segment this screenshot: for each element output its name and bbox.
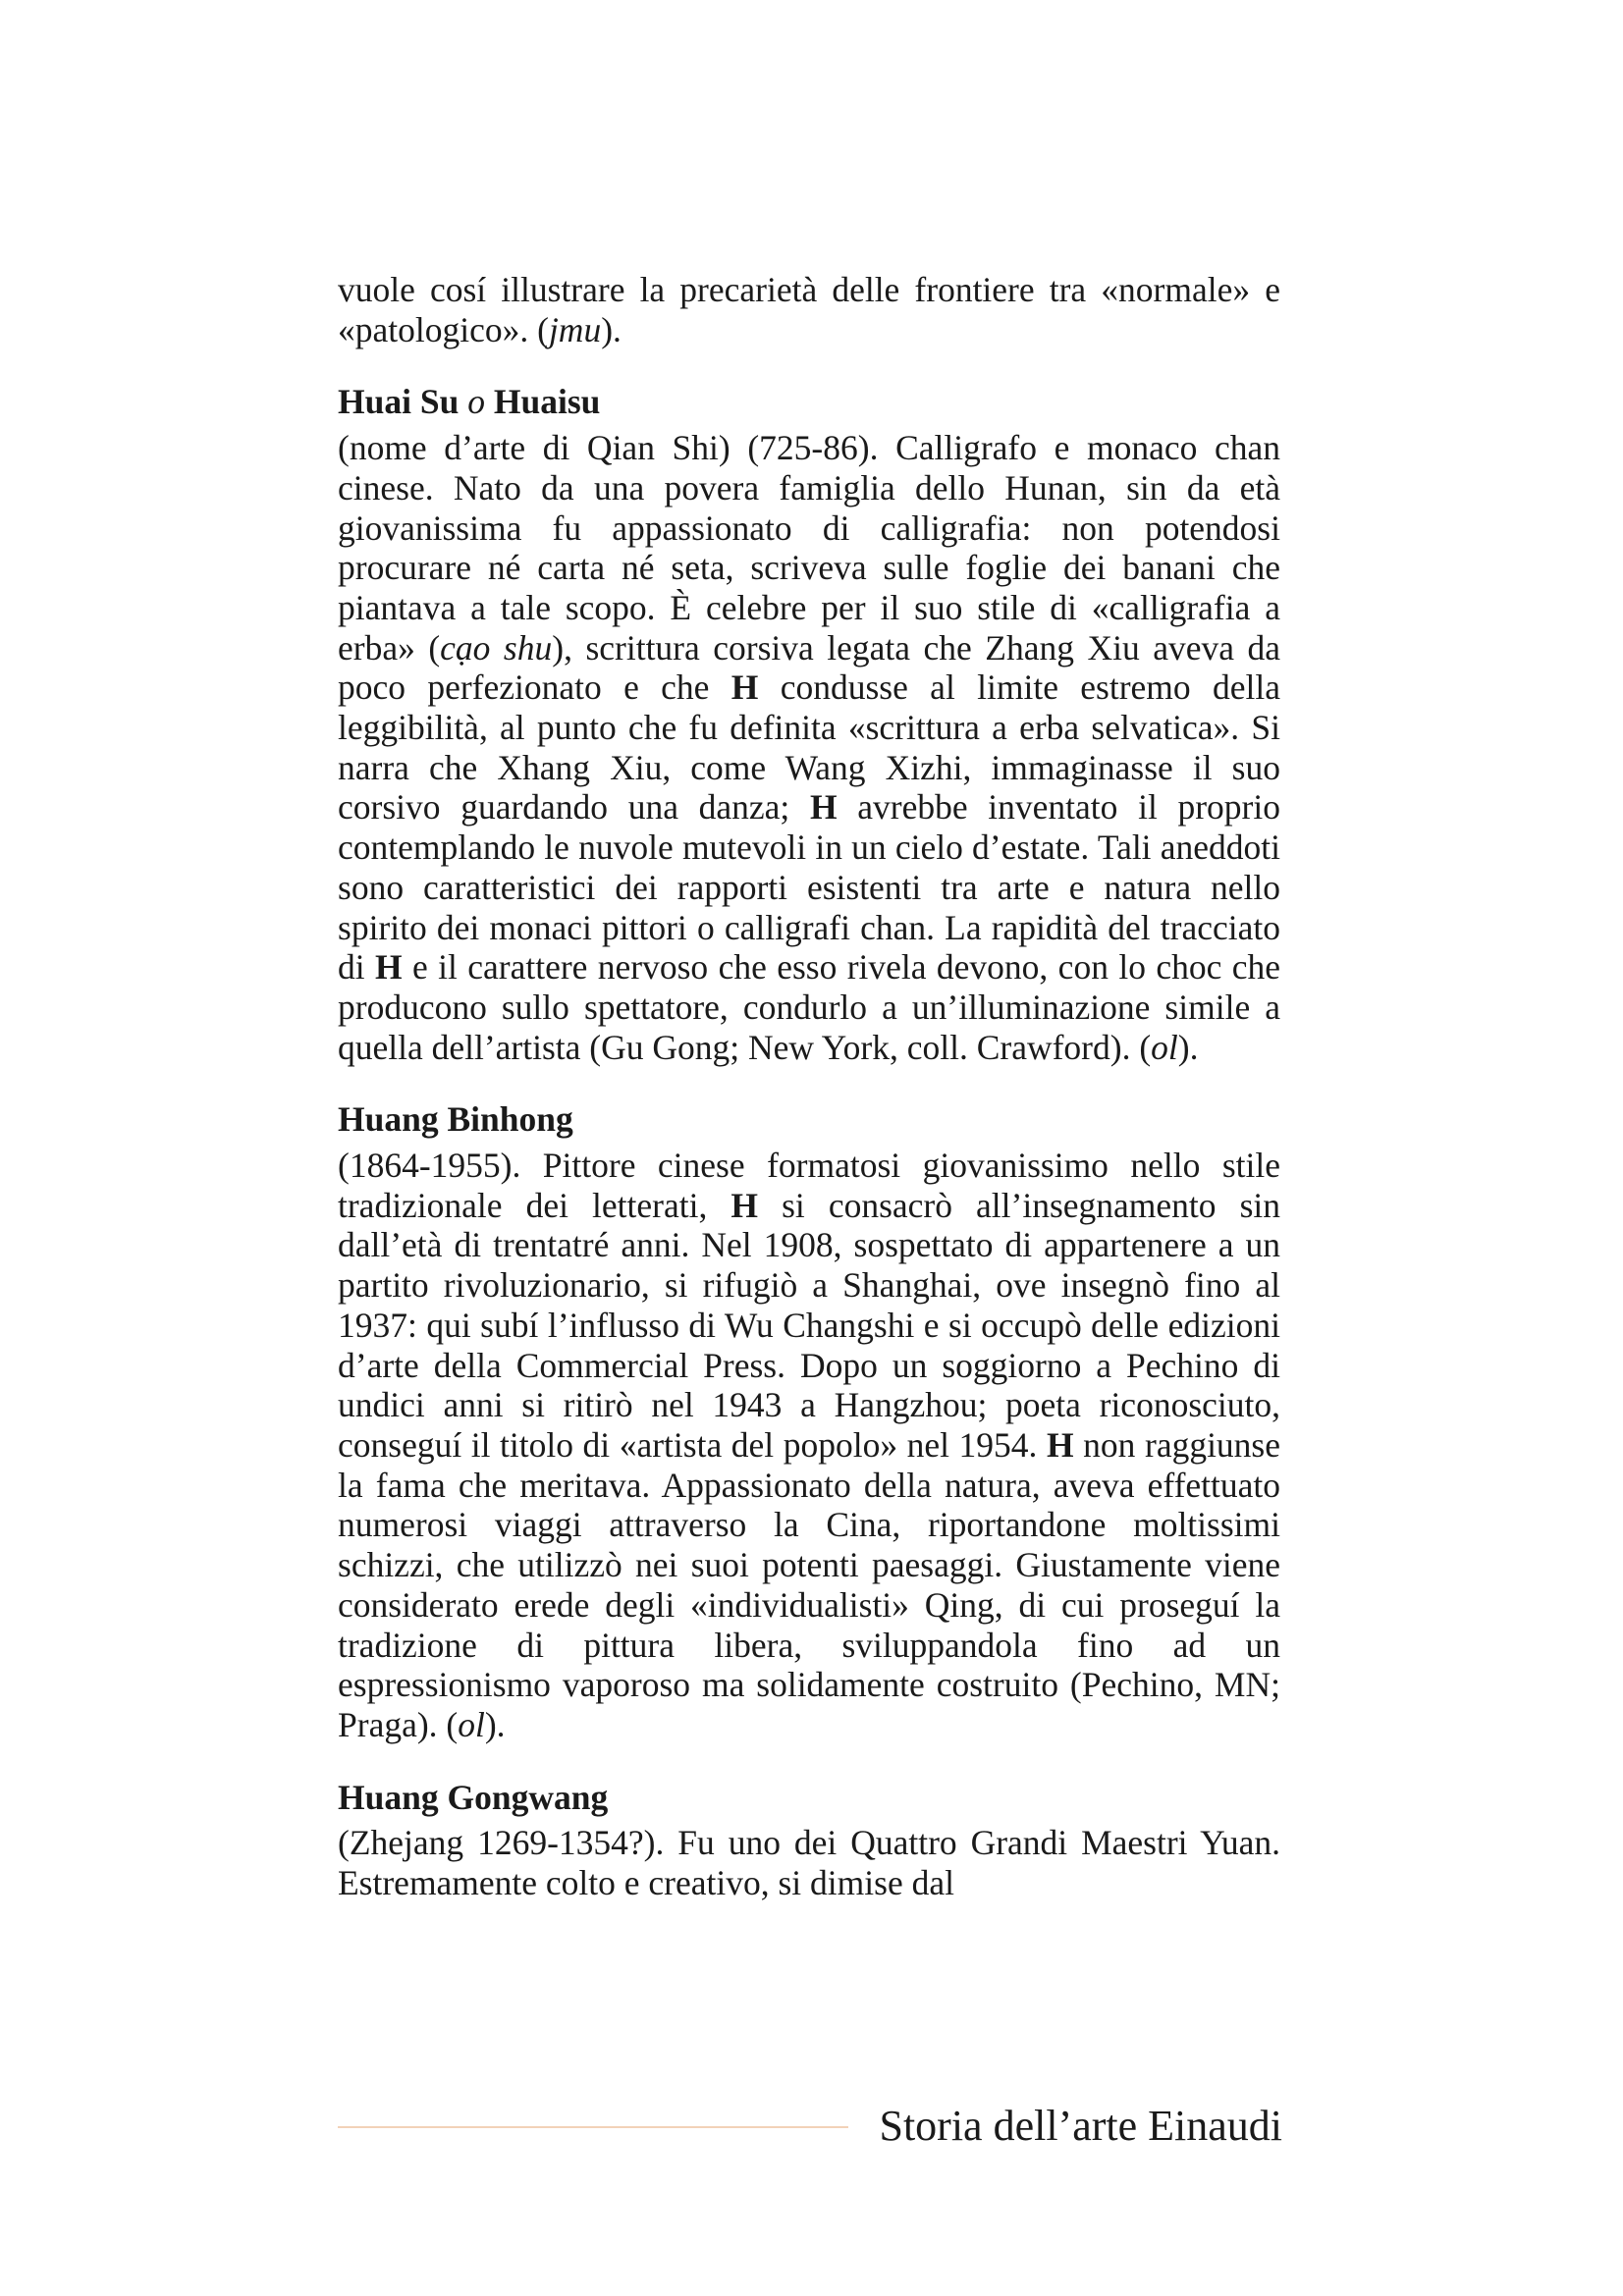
author-initials: ol bbox=[1151, 1027, 1178, 1067]
entry-title-huang-binhong: Huang Binhong bbox=[338, 1099, 573, 1140]
continuation-paragraph: vuole cosí illustrare la precarietà delle frontiere tra «normale» e «patologico». (jmu). bbox=[338, 270, 1280, 349]
author-initials: jmu bbox=[548, 309, 602, 349]
headword-abbrev: H bbox=[1047, 1424, 1074, 1465]
headword-abbrev: H bbox=[730, 1185, 759, 1225]
headword-abbrev: H bbox=[375, 947, 403, 988]
author-initials: ol bbox=[458, 1704, 485, 1744]
text-column bbox=[338, 270, 1280, 1903]
term-italic: cạo shu bbox=[440, 627, 553, 667]
footer-publication: Storia dell’arte Einaudi bbox=[879, 2102, 1282, 2150]
entry-body-huai-su: (nome d’arte di Qian Shi) (725-86). Calligrafo e monaco chan cinese. Nato da una povera famiglia dello Hunan, sin da età giovanissima fu appassionato di calligrafia: non potendosi procurare né carta né seta, scriveva sulle foglie dei banani che piantava a tale scopo. È celebre per il suo stile di «calligrafia a erba» (cạo shu), scrittura corsiva legata che Zhang Xiu aveva da poco perfezionato e che H condusse al limite estremo della leggibilità, al punto che fu definita «scrittura a erba selvatica». Si narra che Xhang Xiu, come Wang Xizhi, immaginasse il suo corsivo guardando una danza; H avrebbe inventato il proprio contemplando le nuvole mutevoli in un cielo d’estate. Tali aneddoti sono caratteristici dei rapporti esistenti tra arte e natura nello spirito dei monaci pittori o calligrafi chan. La rapidità del tracciato di H e il carattere nervoso che esso rivela devono, con lo choc che producono sullo spettatore, condurlo a un’illuminazione simile a quella dell’artista (Gu Gong; New York, coll. Crawford). (ol). bbox=[338, 428, 1280, 1067]
headword-abbrev: H bbox=[809, 787, 838, 828]
entry-title-huang-gongwang: Huang Gongwang bbox=[338, 1777, 609, 1817]
footer-rule bbox=[338, 2126, 848, 2128]
headword-abbrev: H bbox=[730, 667, 759, 708]
entry-body-huang-binhong: (1864-1955). Pittore cinese formatosi giovanissimo nello stile tradizionale dei letterati, H si consacrò all’insegnamento sin dall’età di trentatré anni. Nel 1908, sospettato di appartenere a un partito rivoluzionario, si rifugiò a Shanghai, ove insegnò fino al 1937: qui subí l’influsso di Wu Changshi e si occupò delle edizioni d’arte della Commercial Press. Dopo un soggiorno a Pechino di undici anni si ritirò nel 1943 a Hangzhou; poeta riconosciuto, conseguí il titolo di «artista del popolo» nel 1954. H non raggiunse la fama che meritava. Appassionato della natura, aveva effettuato numerosi viaggi attraverso la Cina, riportandone moltissimi schizzi, che utilizzò nei suoi potenti paesaggi. Giustamente viene considerato erede degli «individualisti» Qing, di cui proseguí la tradizione di pittura libera, sviluppandola fino ad un espressionismo vaporoso ma solidamente costruito (Pechino, MN; Praga). (ol). bbox=[338, 1146, 1281, 1744]
museum-abbrev: MN bbox=[1214, 1665, 1271, 1705]
entry-body-huang-gongwang: (Zhejang 1269-1354?). Fu uno dei Quattro Grandi Maestri Yuan. Estremamente colto e creativo, si dimise dal bbox=[338, 1823, 1280, 1903]
entry-title-huai-su: Huai Su o Huaisu bbox=[338, 382, 601, 422]
